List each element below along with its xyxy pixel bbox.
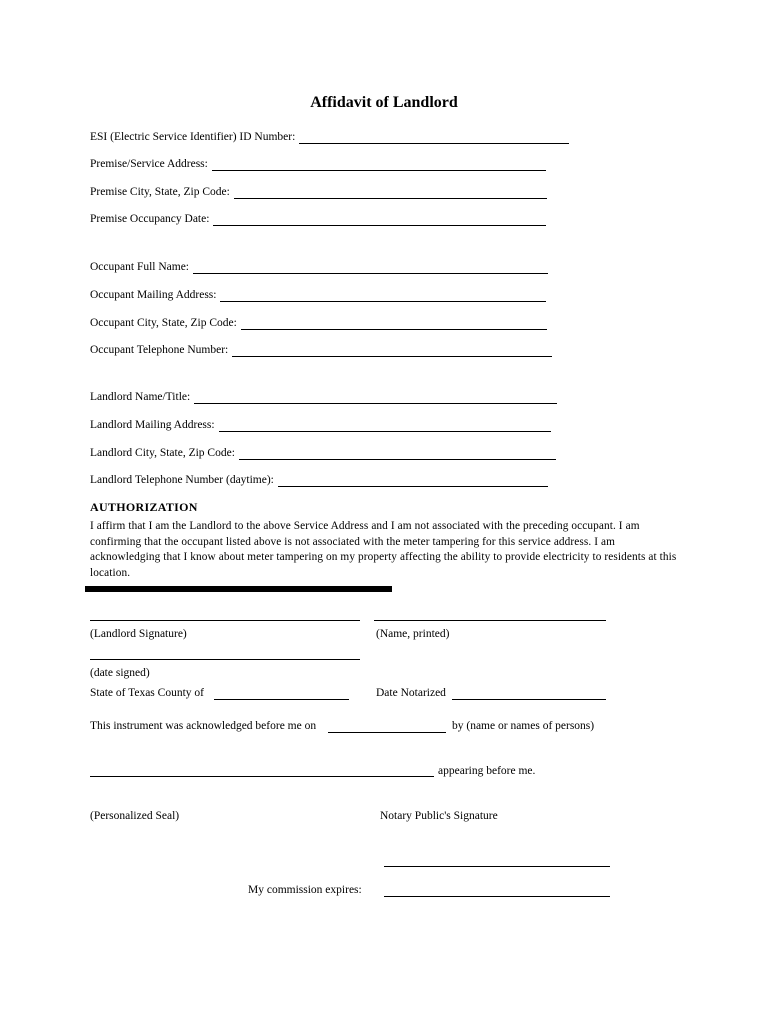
landlord-mailing-field[interactable] bbox=[219, 421, 551, 432]
esi-id-label: ESI (Electric Service Identifier) ID Number: bbox=[90, 131, 296, 143]
date-signed-label: (date signed) bbox=[90, 667, 150, 679]
appearing-label: appearing before me. bbox=[438, 765, 536, 777]
premise-address-field[interactable] bbox=[212, 160, 546, 171]
occupant-phone-label: Occupant Telephone Number: bbox=[90, 344, 229, 356]
occupant-city-row bbox=[90, 316, 547, 330]
authorization-heading: AUTHORIZATION bbox=[90, 500, 198, 514]
date-notarized-label: Date Notarized bbox=[376, 687, 446, 699]
state-county-label: State of Texas County of bbox=[90, 687, 204, 699]
esi-id-row bbox=[90, 130, 569, 144]
occupant-city-field[interactable] bbox=[241, 319, 547, 330]
occupant-name-label: Occupant Full Name: bbox=[90, 261, 190, 273]
date-signed-line[interactable] bbox=[90, 659, 360, 660]
esi-id-field[interactable] bbox=[299, 133, 569, 144]
acknowledged-date-line[interactable] bbox=[328, 732, 446, 733]
premise-address-label: Premise/Service Address: bbox=[90, 158, 208, 170]
occupant-mailing-row bbox=[90, 288, 546, 302]
landlord-signature-line[interactable] bbox=[90, 620, 360, 621]
personalized-seal-label: (Personalized Seal) bbox=[90, 810, 180, 822]
landlord-mailing-label: Landlord Mailing Address: bbox=[90, 419, 215, 431]
landlord-name-row bbox=[90, 390, 557, 404]
premise-city-field[interactable] bbox=[234, 188, 547, 199]
occupant-mailing-field[interactable] bbox=[220, 291, 546, 302]
premise-city-label: Premise City, State, Zip Code: bbox=[90, 186, 230, 198]
name-printed-line[interactable] bbox=[374, 620, 606, 621]
premise-occupancy-label: Premise Occupancy Date: bbox=[90, 213, 210, 225]
landlord-city-field[interactable] bbox=[239, 449, 556, 460]
by-names-label: by (name or names of persons) bbox=[452, 720, 595, 732]
premise-address-row bbox=[90, 157, 546, 171]
commission-expires-label: My commission expires: bbox=[248, 884, 362, 896]
commission-expires-line[interactable] bbox=[384, 896, 610, 897]
authorization-text: I affirm that I am the Landlord to the above Service Address and I am not associated with the preceding occupant. I am confirming that the occupant listed above is not associated with the meter tampering for this service address. I am acknowledging that I know about meter tampering on my property affecting the ability to provide electricity to residents at this location. bbox=[90, 520, 677, 579]
section-divider bbox=[85, 586, 392, 592]
occupant-phone-field[interactable] bbox=[232, 346, 552, 357]
landlord-city-row bbox=[90, 446, 556, 460]
notary-signature-label: Notary Public's Signature bbox=[380, 810, 498, 822]
occupant-phone-row bbox=[90, 343, 552, 357]
occupant-name-field[interactable] bbox=[193, 263, 548, 274]
landlord-phone-field[interactable] bbox=[278, 476, 548, 487]
landlord-phone-row bbox=[90, 473, 548, 487]
document-title: Affidavit of Landlord bbox=[310, 94, 458, 111]
persons-line[interactable] bbox=[90, 776, 434, 777]
landlord-phone-label: Landlord Telephone Number (daytime): bbox=[90, 474, 274, 486]
landlord-name-field[interactable] bbox=[194, 393, 557, 404]
premise-occupancy-row bbox=[90, 212, 546, 226]
occupant-city-label: Occupant City, State, Zip Code: bbox=[90, 317, 237, 329]
name-printed-label: (Name, printed) bbox=[376, 628, 450, 640]
premise-city-row bbox=[90, 185, 547, 199]
date-notarized-line[interactable] bbox=[452, 699, 606, 700]
acknowledged-label: This instrument was acknowledged before me on bbox=[90, 720, 317, 732]
landlord-mailing-row bbox=[90, 418, 551, 432]
landlord-signature-label: (Landlord Signature) bbox=[90, 628, 187, 640]
occupant-name-row bbox=[90, 260, 548, 274]
premise-occupancy-field[interactable] bbox=[213, 215, 546, 226]
landlord-name-label: Landlord Name/Title: bbox=[90, 391, 191, 403]
notary-signature-line[interactable] bbox=[384, 866, 610, 867]
county-line[interactable] bbox=[214, 699, 349, 700]
occupant-mailing-label: Occupant Mailing Address: bbox=[90, 289, 217, 301]
landlord-city-label: Landlord City, State, Zip Code: bbox=[90, 447, 235, 459]
